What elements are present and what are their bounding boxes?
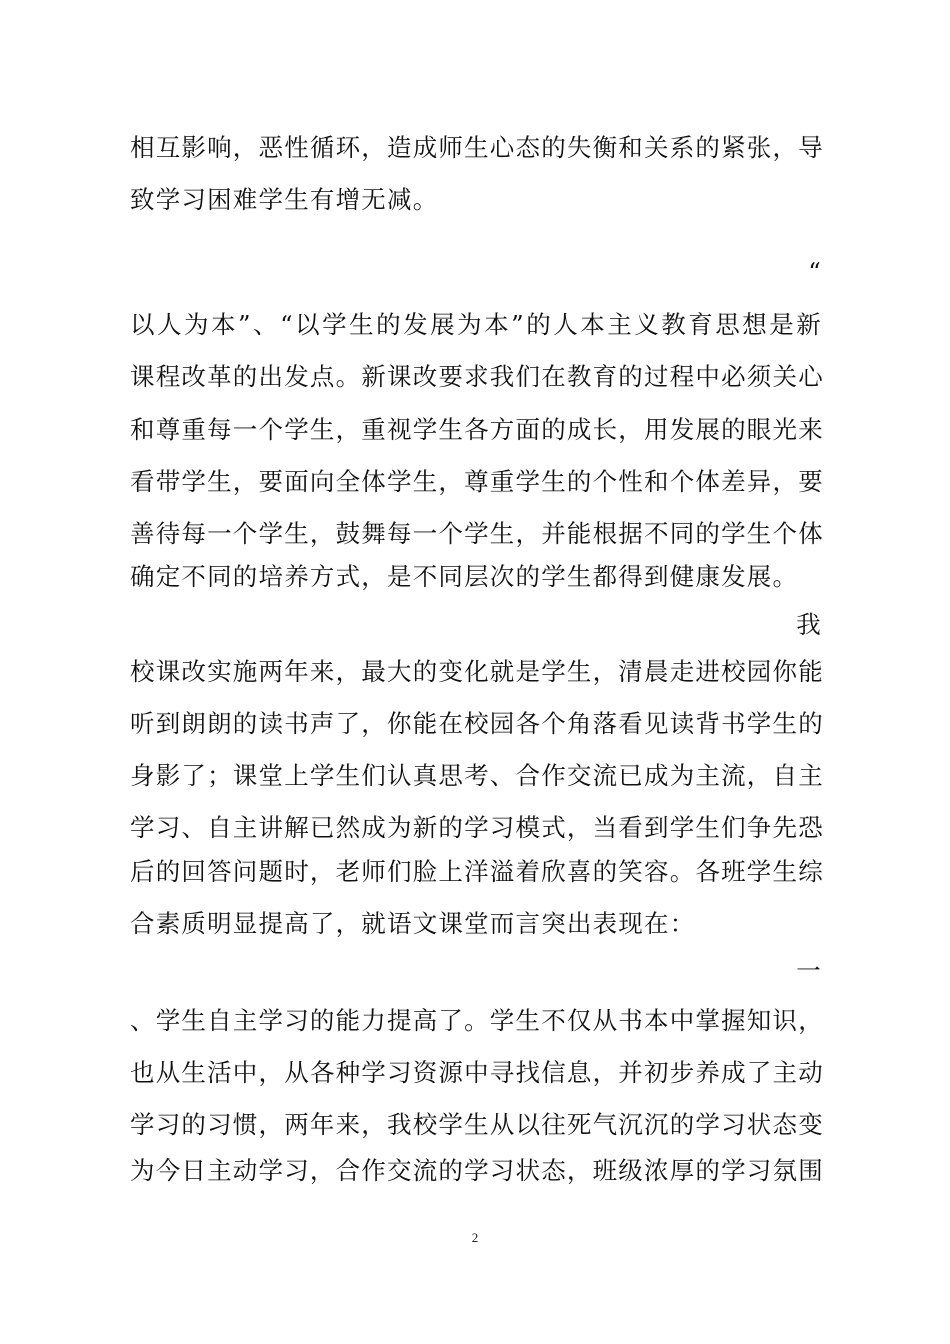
- text-line: 一: [796, 956, 822, 985]
- text-line: 听到朗朗的读书声了，你能在校园各个角落看见读背书学生的: [130, 709, 824, 738]
- text-line: 以人为本”、“以学生的发展为本”的人本主义教育思想是新: [130, 310, 822, 339]
- text-line: 校课改实施两年来，最大的变化就是学生，清晨走进校园你能: [130, 657, 824, 686]
- text-line: 相互影响，恶性循环，造成师生心态的失衡和关系的紧张，导: [130, 133, 824, 162]
- text-line: 身影了；课堂上学生们认真思考、合作交流已成为主流，自主: [130, 761, 824, 790]
- text-line: 为今日主动学习，合作交流的学习状态，班级浓厚的学习氛围: [130, 1156, 824, 1185]
- page-number: 2: [471, 1230, 479, 1245]
- text-line: 看带学生，要面向全体学生，尊重学生的个性和个体差异，要: [130, 467, 824, 496]
- text-line: 我: [796, 610, 822, 639]
- text-line: 也从生活中，从各种学习资源中寻找信息，并初步养成了主动: [130, 1058, 824, 1087]
- text-line: 后的回答问题时，老师们脸上洋溢着欣喜的笑容。各班学生综: [130, 857, 824, 886]
- text-line: 确定不同的培养方式，是不同层次的学生都得到健康发展。: [130, 562, 799, 591]
- text-line: 、学生自主学习的能力提高了。学生不仅从书本中掌握知识，: [130, 1006, 824, 1035]
- text-line: “: [808, 257, 822, 286]
- text-line: 善待每一个学生，鼓舞每一个学生，并能根据不同的学生个体: [130, 519, 824, 548]
- text-line: 学习的习惯，两年来，我校学生从以往死气沉沉的学习状态变: [130, 1110, 824, 1139]
- text-line: 和尊重每一个学生，重视学生各方面的成长，用发展的眼光来: [130, 415, 824, 444]
- text-line: 合素质明显提高了，就语文课堂而言突出表现在：: [130, 909, 696, 938]
- text-line: 学习、自主讲解已然成为新的学习模式，当看到学生们争先恐: [130, 813, 824, 842]
- text-line: 致学习困难学生有增无减。: [130, 185, 439, 214]
- text-line: 课程改革的出发点。新课改要求我们在教育的过程中必须关心: [130, 362, 824, 391]
